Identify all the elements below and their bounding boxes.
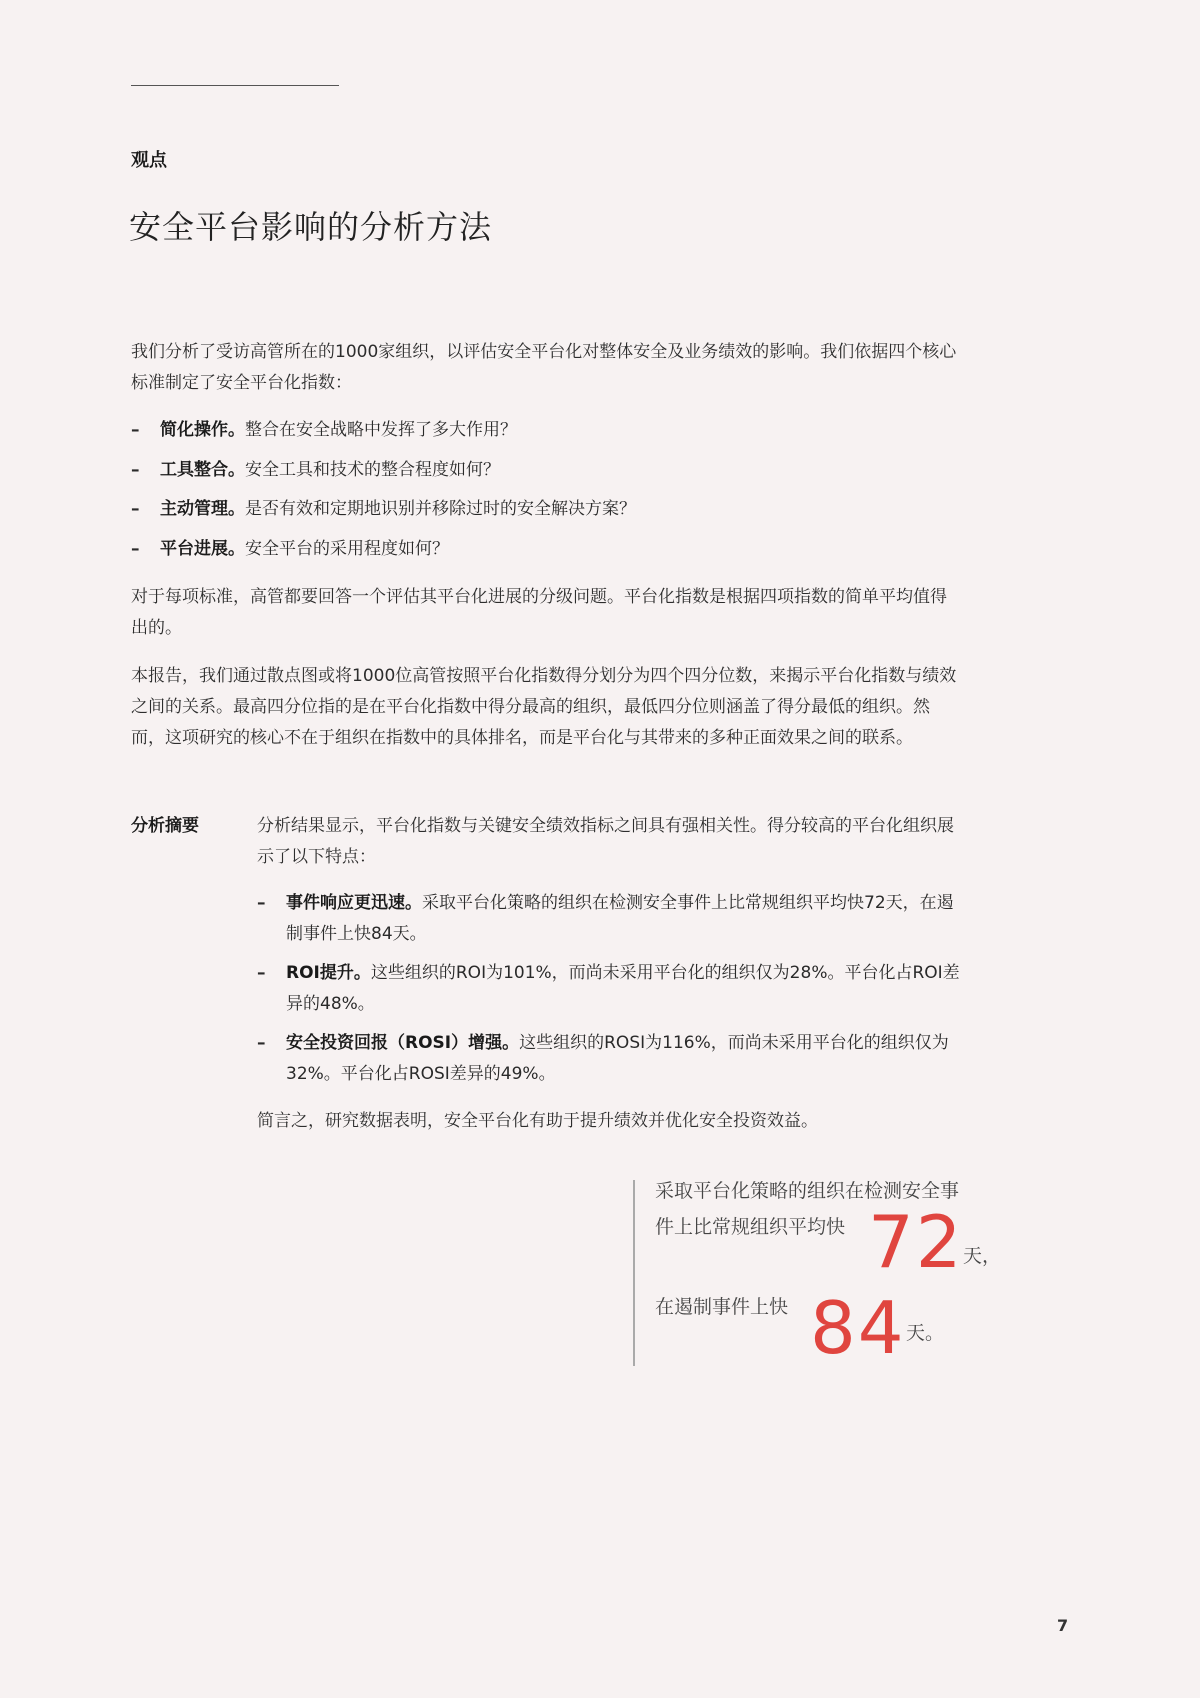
summary-point bbox=[257, 888, 962, 950]
criteria-text: 整合在安全战略中发挥了多大作用？ bbox=[245, 420, 517, 440]
callout-line-3: 在遏制事件上快 bbox=[655, 1296, 789, 1318]
dash-bullet: – bbox=[257, 893, 266, 913]
top-rule bbox=[131, 85, 339, 86]
criteria-text: 安全平台的采用程度如何？ bbox=[245, 538, 449, 559]
callout-unit-2: 天。 bbox=[906, 1322, 945, 1344]
summary-point-text: 这些组织的ROI为101%，而尚未采用平台化的组织仅为28%。平台化占ROI差异的48%。 bbox=[286, 963, 960, 1014]
dash-bullet: – bbox=[257, 1033, 266, 1053]
report-paragraph: 本报告，我们通过散点图或将1000位高管按照平台化指数得分划分为四个四分位数，来揭示平台化指数与绩效之间的关系。最高四分位指的是在平台化指数中得分最高的组织，最低四分位则涵盖了得分最低的组织。然而，这项研究的核心不在于组织在指数中的具体排名，而是平台化与其带来的多种正面效果之间的联系。 bbox=[131, 666, 957, 748]
summary-point-label: ROI提升。 bbox=[286, 963, 371, 983]
dash-bullet: – bbox=[257, 963, 266, 983]
page-number: 7 bbox=[1057, 1616, 1069, 1635]
summary-intro: 分析结果显示，平台化指数与关键安全绩效指标之间具有强相关性。得分较高的平台化组织展示了以下特点： bbox=[257, 816, 954, 867]
summary-points bbox=[257, 888, 962, 1098]
criteria-text: 安全工具和技术的整合程度如何？ bbox=[245, 459, 500, 480]
summary-point-label: 安全投资回报（ROSI）增强。 bbox=[286, 1033, 520, 1053]
page-title: 安全平台影响的分析方法 bbox=[129, 208, 493, 246]
dash-bullet: – bbox=[131, 420, 140, 440]
method-paragraph: 对于每项标准，高管都要回答一个评估其平台化进展的分级问题。平台化指数是根据四项指数的简单平均值得出的。 bbox=[131, 587, 947, 638]
callout-line-1: 采取平台化策略的组织在检测安全事 bbox=[655, 1180, 960, 1202]
summary-point bbox=[257, 1028, 962, 1090]
criteria-item bbox=[131, 415, 961, 455]
section-eyebrow: 观点 bbox=[131, 150, 167, 171]
summary-point-text: 这些组织的ROSI为116%，而尚未采用平台化的组织仅为32%。平台化占ROSI差异的49%。 bbox=[286, 1033, 949, 1084]
criteria-text: 是否有效和定期地识别并移除过时的安全解决方案？ bbox=[245, 499, 636, 519]
dash-bullet: – bbox=[131, 538, 140, 559]
criteria-list bbox=[131, 415, 961, 573]
intro-paragraph: 我们分析了受访高管所在的1000家组织，以评估安全平台化对整体安全及业务绩效的影响。我们依据四个核心标准制定了安全平台化指数： bbox=[131, 342, 957, 393]
summary-point-text: 采取平台化策略的组织在检测安全事件上比常规组织平均快72天，在遏制事件上快84天。 bbox=[286, 893, 954, 944]
criteria-label: 简化操作。 bbox=[160, 420, 245, 440]
summary-conclusion: 简言之，研究数据表明，安全平台化有助于提升绩效并优化安全投资效益。 bbox=[257, 1111, 818, 1131]
callout-number-72: 72 bbox=[868, 1200, 964, 1284]
summary-label: 分析摘要 bbox=[131, 816, 199, 836]
dash-bullet: – bbox=[131, 499, 140, 519]
summary-point bbox=[257, 958, 962, 1020]
criteria-label: 主动管理。 bbox=[160, 499, 245, 519]
criteria-item bbox=[131, 534, 961, 574]
criteria-item bbox=[131, 494, 961, 534]
criteria-item bbox=[131, 455, 961, 495]
criteria-label: 工具整合。 bbox=[160, 459, 245, 480]
callout-number-84: 84 bbox=[810, 1286, 906, 1370]
callout-divider bbox=[633, 1180, 635, 1366]
criteria-label: 平台进展。 bbox=[160, 538, 245, 559]
callout-unit-1: 天， bbox=[963, 1245, 1002, 1267]
dash-bullet: – bbox=[131, 459, 140, 480]
summary-point-label: 事件响应更迅速。 bbox=[286, 893, 422, 913]
callout-line-2: 件上比常规组织平均快 bbox=[655, 1216, 846, 1238]
